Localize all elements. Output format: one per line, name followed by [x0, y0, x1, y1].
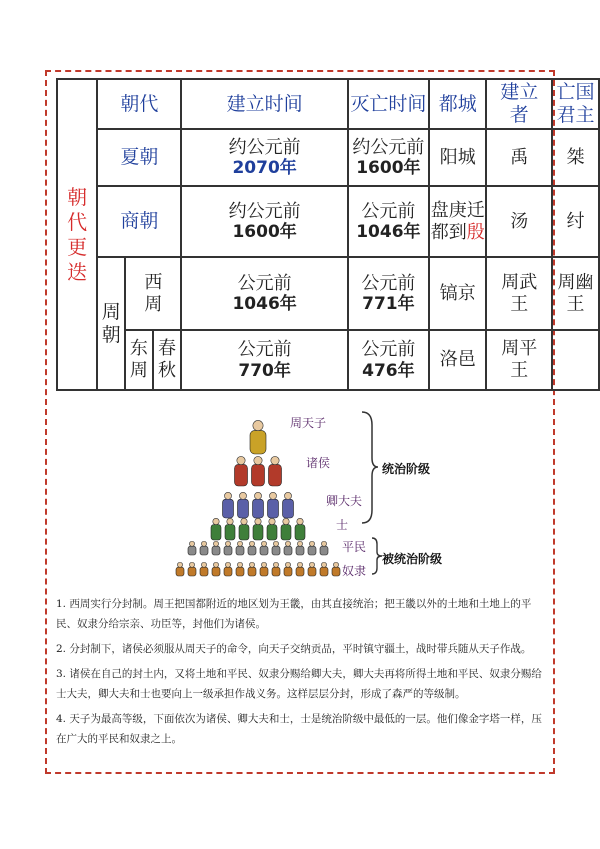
note-4: 4. 天子为最高等级，下面依次为诸侯、卿大夫和士，士是统治阶级中最低的一层。他们像金字塔一样，压在广大的平民和奴隶之上。 [56, 713, 542, 745]
label-king: 周天子 [290, 416, 327, 430]
header-dynasty: 朝代 [97, 79, 181, 129]
figure-ministers [283, 492, 294, 518]
figure-lords [235, 456, 248, 486]
figure-slaves [176, 562, 184, 576]
figure-slaves [272, 562, 280, 576]
figure-scholars [239, 518, 249, 540]
note-3: 3. 诸侯在自己的封土内，又将土地和平民、奴隶分赐给卿大夫，卿大夫再将所得土地和平民、奴隶分赐给士大夫，卿大夫和士也要向上一级承担作战义务。这样层层分封，形成了森严的等级制。 [56, 668, 542, 700]
figure-ministers [223, 492, 234, 518]
xia-last-ruler: 桀 [552, 129, 599, 186]
row-east-zhou [57, 330, 599, 390]
dynasty-zhou: 周朝 [97, 257, 125, 390]
label-scholars: 士 [336, 518, 349, 532]
figure-commoners [284, 541, 292, 555]
label-lords: 诸侯 [306, 456, 331, 470]
row-shang [57, 186, 599, 257]
figure-slaves [284, 562, 292, 576]
figure-commoners [188, 541, 196, 555]
figure-slaves [224, 562, 232, 576]
east-zhou-name: 东周 [125, 330, 152, 390]
ruling-brace [360, 410, 380, 525]
figure-commoners [320, 541, 328, 555]
figure-slaves [320, 562, 328, 576]
figure-slaves [260, 562, 268, 576]
figure-ministers [238, 492, 249, 518]
east-zhou-last-ruler [552, 330, 599, 390]
west-zhou-start: 公元前 1046年 [181, 257, 347, 330]
figure-ministers [268, 492, 279, 518]
header-last-ruler: 亡国君主 [552, 79, 599, 129]
figure-scholars [225, 518, 235, 540]
shang-founder: 汤 [486, 186, 552, 257]
xia-founder: 禹 [486, 129, 552, 186]
dynasty-table [56, 78, 600, 391]
figure-king [250, 420, 266, 454]
figure-commoners [296, 541, 304, 555]
figure-slaves [248, 562, 256, 576]
dynasty-xia: 夏朝 [97, 129, 181, 186]
xia-start: 约公元前 2070年 [181, 129, 347, 186]
figure-scholars [267, 518, 277, 540]
east-zhou-start: 公元前 770年 [181, 330, 347, 390]
side-label: 朝 代 更 迭 [57, 79, 97, 390]
figure-lords [269, 456, 282, 486]
figure-commoners [224, 541, 232, 555]
label-slaves: 奴隶 [342, 564, 367, 578]
east-zhou-period: 春秋 [153, 330, 182, 390]
figure-commoners [212, 541, 220, 555]
figure-scholars [281, 518, 291, 540]
figure-slaves [332, 562, 340, 576]
east-zhou-founder: 周平王 [486, 330, 552, 390]
shang-capital: 盘庚迁 都到殷 [429, 186, 486, 257]
east-zhou-end: 公元前 476年 [348, 330, 429, 390]
feudal-pyramid [160, 400, 460, 585]
xia-end: 约公元前 1600年 [348, 129, 429, 186]
label-ministers: 卿大夫 [326, 494, 363, 508]
west-zhou-last-ruler: 周幽王 [552, 257, 599, 330]
figure-commoners [260, 541, 268, 555]
note-2: 2. 分封制下，诸侯必须服从周天子的命令，向天子交纳贡品，平时镇守疆土，战时带兵随从天子作战。 [56, 643, 532, 655]
figure-commoners [308, 541, 316, 555]
figure-commoners [200, 541, 208, 555]
figure-scholars [211, 518, 221, 540]
figure-ministers [253, 492, 264, 518]
header-capital: 都城 [429, 79, 486, 129]
figure-slaves [236, 562, 244, 576]
row-xia [57, 129, 599, 186]
dynasty-shang: 商朝 [97, 186, 181, 257]
figure-slaves [212, 562, 220, 576]
figure-scholars [295, 518, 305, 540]
header-end: 灭亡时间 [348, 79, 429, 129]
figure-commoners [248, 541, 256, 555]
note-1: 1. 西周实行分封制。周王把国都附近的地区划为王畿，由其直接统治；把王畿以外的土地和土地上的平民、奴隶分给宗亲、功臣等，封他们为诸侯。 [56, 598, 532, 630]
figure-slaves [308, 562, 316, 576]
west-zhou-founder: 周武王 [486, 257, 552, 330]
figure-slaves [188, 562, 196, 576]
west-zhou-capital: 镐京 [429, 257, 486, 330]
figure-lords [252, 456, 265, 486]
row-west-zhou [57, 257, 599, 330]
figure-commoners [272, 541, 280, 555]
ruling-class-label: 统治阶级 [382, 462, 431, 476]
xia-capital: 阳城 [429, 129, 486, 186]
header-founder: 建立者 [486, 79, 552, 129]
ruled-class-label: 被统治阶级 [382, 552, 443, 566]
shang-end: 公元前 1046年 [348, 186, 429, 257]
figure-slaves [200, 562, 208, 576]
figure-slaves [296, 562, 304, 576]
table-header-row [57, 79, 599, 129]
label-commoners: 平民 [342, 540, 367, 554]
east-zhou-capital: 洛邑 [429, 330, 486, 390]
notes [56, 594, 550, 754]
west-zhou-end: 公元前 771年 [348, 257, 429, 330]
shang-start: 约公元前 1600年 [181, 186, 347, 257]
header-start: 建立时间 [181, 79, 347, 129]
figure-scholars [253, 518, 263, 540]
west-zhou-name: 西周 [125, 257, 181, 330]
figure-commoners [236, 541, 244, 555]
shang-last-ruler: 纣 [552, 186, 599, 257]
